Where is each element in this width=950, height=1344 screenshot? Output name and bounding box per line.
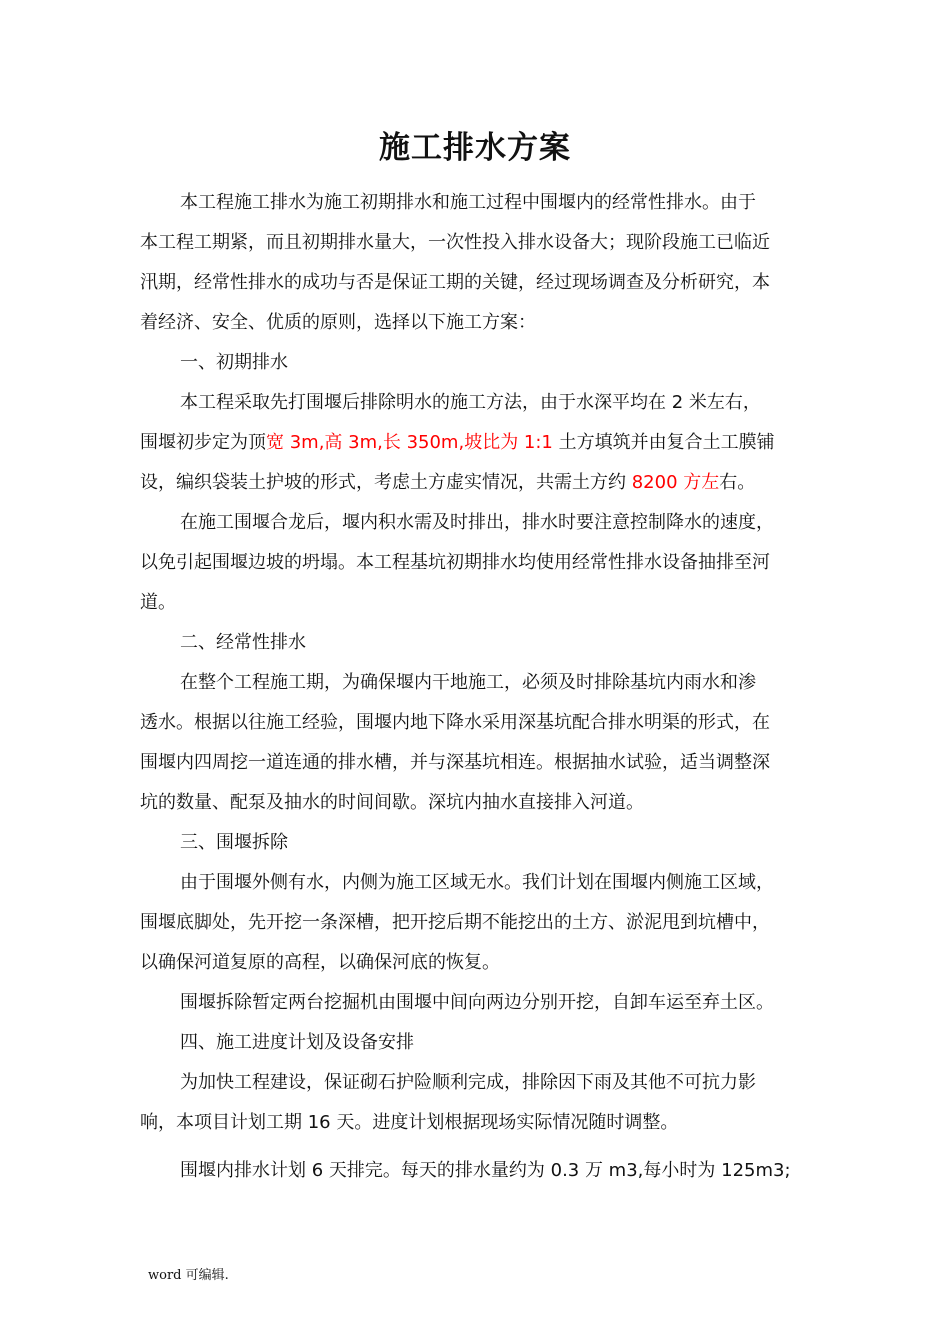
section-heading-3: 三、围堰拆除	[180, 832, 288, 853]
paragraph-line: 坑的数量、配泵及抽水的时间间歇。深坑内抽水直接排入河道。	[140, 792, 644, 813]
line-text: 设，编织袋装土护坡的形式，考虑土方虚实情况，共需土方约	[140, 472, 632, 493]
line-text: 右。	[719, 472, 756, 493]
paragraph-line: 道。	[140, 592, 176, 613]
paragraph-line: 由于围堰外侧有水，内侧为施工区域无水。我们计划在围堰内侧施工区域，	[180, 872, 774, 893]
highlighted-volume: 8200 方左	[631, 472, 720, 493]
line-text: 土方填筑并由复合土工膜铺	[552, 432, 775, 453]
highlighted-dimensions: 宽 3m,高 3m,长 350m,坡比为 1:1	[266, 432, 553, 453]
page-title: 施工排水方案	[379, 130, 571, 166]
paragraph-line: 围堰底脚处，先开挖一条深槽，把开挖后期不能挖出的土方、淤泥甩到坑槽中，	[140, 912, 770, 933]
paragraph-line: 围堰内排水计划 6 天排完。每天的排水量约为 0.3 万 m3,每小时为 125m3;	[180, 1160, 791, 1181]
paragraph-line	[140, 430, 820, 456]
paragraph-line: 响，本项目计划工期 16 天。进度计划根据现场实际情况随时调整。	[140, 1112, 679, 1133]
paragraph-line: 本工程采取先打围堰后排除明水的施工方法，由于水深平均在 2 米左右，	[180, 392, 761, 413]
paragraph-line: 在整个工程施工期，为确保堰内干地施工，必须及时排除基坑内雨水和渗	[180, 672, 756, 693]
paragraph-line: 透水。根据以往施工经验，围堰内地下降水采用深基坑配合排水明渠的形式，在	[140, 712, 770, 733]
section-heading-4: 四、施工进度计划及设备安排	[180, 1032, 414, 1053]
footer-note: word 可编辑.	[148, 1268, 229, 1283]
paragraph-line: 汛期，经常性排水的成功与否是保证工期的关键，经过现场调查及分析研究，本	[140, 272, 770, 293]
paragraph-line: 着经济、安全、优质的原则，选择以下施工方案：	[140, 312, 536, 333]
section-heading-2: 二、经常性排水	[180, 632, 306, 653]
paragraph-line	[140, 470, 820, 496]
paragraph-line: 围堰拆除暂定两台挖掘机由围堰中间向两边分别开挖，自卸车运至弃土区。	[180, 992, 774, 1013]
line-text: 围堰初步定为顶	[140, 432, 266, 453]
paragraph-line: 本工程工期紧，而且初期排水量大，一次性投入排水设备大；现阶段施工已临近	[140, 232, 770, 253]
paragraph-line: 以确保河道复原的高程，以确保河底的恢复。	[140, 952, 500, 973]
paragraph-line: 在施工围堰合龙后，堰内积水需及时排出，排水时要注意控制降水的速度，	[180, 512, 774, 533]
paragraph-line: 本工程施工排水为施工初期排水和施工过程中围堰内的经常性排水。由于	[180, 192, 756, 213]
paragraph-line: 围堰内四周挖一道连通的排水槽，并与深基坑相连。根据抽水试验，适当调整深	[140, 752, 770, 773]
paragraph-line: 以免引起围堰边坡的坍塌。本工程基坑初期排水均使用经常性排水设备抽排至河	[140, 552, 770, 573]
paragraph-line: 为加快工程建设，保证砌石护险顺利完成，排除因下雨及其他不可抗力影	[180, 1072, 756, 1093]
section-heading-1: 一、初期排水	[180, 352, 288, 373]
